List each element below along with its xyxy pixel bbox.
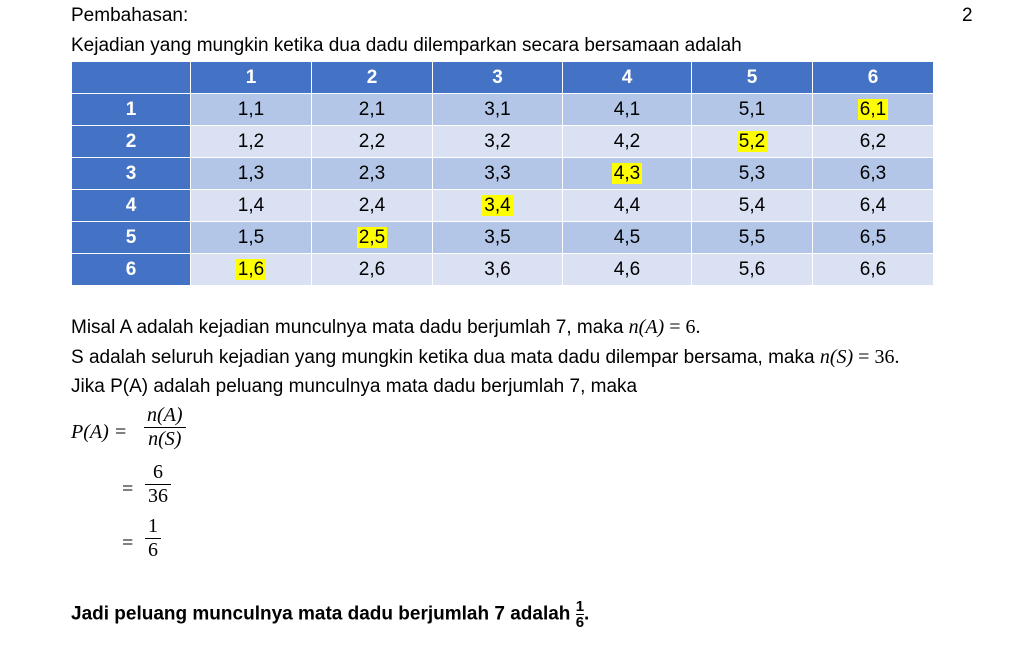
cell-value: 4,2 [613,130,641,152]
cell-value: 6,1 [859,98,887,120]
explanation-line-2-text: S adalah seluruh kejadian yang mungkin ketika dua mata dadu dilempar bersama, maka [71,347,820,368]
row-header: 2 [72,126,191,158]
cell-value: 5,5 [738,226,766,248]
table-row [72,222,934,254]
table-cell [692,254,813,286]
cell-value: 3,5 [484,226,511,248]
cell-value: 4,5 [613,226,641,248]
formula-step1-fraction [144,404,186,451]
table-cell [312,254,433,286]
cell-value: 6,5 [859,226,887,248]
table-cell [312,222,433,254]
table-cell [813,158,934,190]
table-cell [191,190,312,222]
cell-value: 1,4 [237,194,265,216]
cell-value: 4,4 [613,194,641,216]
formula-step1-numerator: n(A) [147,404,183,426]
table-cell [813,126,934,158]
formula-step3-fraction [145,515,161,562]
table-cell [692,94,813,126]
cell-value: 1,6 [237,258,265,280]
table-cell [563,254,692,286]
table-cell [692,190,813,222]
cell-value: 6,2 [859,130,887,152]
conclusion-fraction-denominator: 6 [575,614,585,631]
math-n-s-value: = 36. [853,346,900,368]
formula-step3-denominator: 6 [145,538,161,562]
cell-value: 6,3 [859,162,887,184]
table-cell [312,158,433,190]
table-cell [433,222,563,254]
math-n-a-fn: n [628,316,639,338]
cell-value: 5,1 [738,98,766,120]
row-header: 4 [72,190,191,222]
cell-value: 1,1 [237,98,265,120]
cell-value: 5,6 [738,258,766,280]
formula-step3-eq: = [122,532,134,554]
cell-value: 3,2 [484,130,511,152]
cell-value: 5,3 [738,162,766,184]
table-cell [692,158,813,190]
conclusion-end: . [584,603,590,625]
dice-outcome-table [71,61,934,286]
table-cell [433,254,563,286]
table-row [72,158,934,190]
conclusion [71,599,589,630]
cell-value: 1,3 [237,162,265,184]
math-n-s-fn: n [819,346,830,368]
cell-value: 6,6 [859,258,887,280]
table-cell [433,94,563,126]
column-header: 4 [563,62,692,94]
table-cell [563,126,692,158]
column-header: 3 [433,62,563,94]
table-cell [813,254,934,286]
cell-value: 2,4 [358,194,386,216]
cell-value: 3,6 [484,258,511,280]
table-corner-cell [72,62,191,94]
cell-value: 4,6 [613,258,641,280]
cell-value: 2,2 [358,130,386,152]
cell-value: 3,3 [484,162,511,184]
column-header: 2 [312,62,433,94]
row-header: 6 [72,254,191,286]
math-n-s-arg: (S) [829,346,854,368]
table-cell [692,222,813,254]
row-header: 5 [72,222,191,254]
table-cell [433,158,563,190]
formula-step3-numerator: 1 [148,515,158,537]
table-cell [563,94,692,126]
table-cell [191,126,312,158]
table-cell [813,190,934,222]
cell-value: 1,2 [237,130,265,152]
table-cell [692,126,813,158]
cell-value: 2,5 [358,226,386,248]
table-cell [312,190,433,222]
table-cell [813,94,934,126]
cell-value: 2,1 [358,98,386,120]
cell-value: 5,2 [738,130,766,152]
cell-value: 5,4 [738,194,766,216]
formula-step2-numerator: 6 [153,461,163,483]
explanation-line-3: Jika P(A) adalah peluang munculnya mata dadu berjumlah 7, maka [71,376,638,397]
math-n-a-value: = 6. [664,316,701,338]
row-header: 1 [72,94,191,126]
formula-step2-eq: = [122,478,134,500]
conclusion-fraction-numerator: 1 [575,598,585,615]
conclusion-fraction [576,599,584,630]
explanation-line-1-text: Misal A adalah kejadian munculnya mata dadu berjumlah 7, maka [71,317,629,338]
explanation-line-2 [71,346,899,369]
table-cell [191,94,312,126]
table-cell [191,222,312,254]
conclusion-text: Jadi peluang munculnya mata dadu berjumlah 7 adalah [71,603,576,625]
section-title: Pembahasan: [71,5,189,26]
table-cell [312,94,433,126]
cell-value: 2,3 [358,162,386,184]
column-header: 5 [692,62,813,94]
table-cell [191,254,312,286]
table-cell [813,222,934,254]
formula-step2-fraction [145,461,171,508]
cell-value: 4,3 [613,162,641,184]
cell-value: 4,1 [613,98,641,120]
table-cell [433,126,563,158]
page-number: 2 [962,5,973,26]
cell-value: 2,6 [358,258,386,280]
table-cell [312,126,433,158]
table-row [72,94,934,126]
column-header: 1 [191,62,312,94]
table-header-row [72,62,934,94]
table-row [72,254,934,286]
math-n-a-arg: (A) [638,316,665,338]
table-row [72,126,934,158]
table-cell [563,190,692,222]
table-row [72,190,934,222]
row-header: 3 [72,158,191,190]
table-cell [563,222,692,254]
cell-value: 3,1 [484,98,511,120]
cell-value: 1,5 [237,226,265,248]
formula-step2-denominator: 36 [145,484,171,508]
explanation-line-1 [71,316,701,339]
formula-step1-denominator: n(S) [144,427,186,451]
cell-value: 3,4 [484,194,511,216]
column-header: 6 [813,62,934,94]
intro-text: Kejadian yang mungkin ketika dua dadu dilemparkan secara bersamaan adalah [71,35,742,56]
formula-lhs: P(A) = [71,421,128,443]
table-cell [563,158,692,190]
table-cell [433,190,563,222]
table-cell [191,158,312,190]
cell-value: 6,4 [859,194,887,216]
